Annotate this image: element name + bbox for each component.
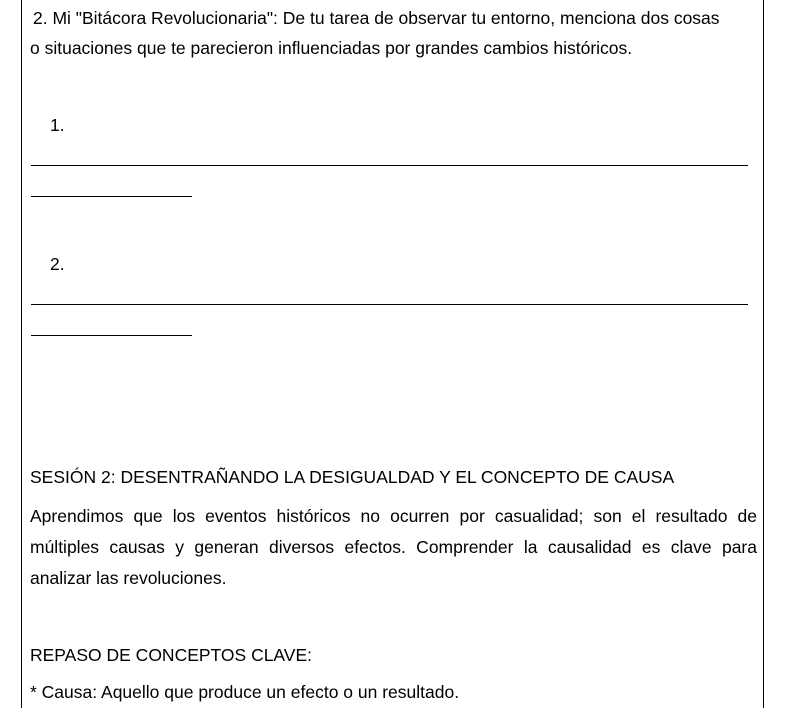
review-heading: REPASO DE CONCEPTOS CLAVE: [30, 645, 313, 665]
answer-item-1-number: 1. [50, 115, 65, 135]
page-frame [21, 0, 764, 708]
question-line-2: o situaciones que te parecieron influenciadas por grandes cambios históricos. [30, 38, 633, 58]
question-line-1: 2. Mi "Bitácora Revolucionaria": De tu tarea de observar tu entorno, menciona dos cosas [33, 8, 720, 28]
answer-2-line-long[interactable] [31, 304, 748, 305]
answer-item-2-number: 2. [50, 254, 65, 274]
answer-2-line-short[interactable] [31, 335, 192, 336]
session-paragraph: Aprendimos que los eventos históricos no ocurren por casualidad; son el resultado de múltiples causas y generan diversos efectos. Comprender la causalidad es clave para analizar las revoluciones. [30, 506, 757, 588]
session-title: SESIÓN 2: DESENTRAÑANDO LA DESIGUALDAD Y EL CONCEPTO DE CAUSA [30, 467, 675, 487]
answer-1-line-long[interactable] [31, 165, 748, 166]
answer-1-line-short[interactable] [31, 196, 192, 197]
review-cause-item: * Causa: Aquello que produce un efecto o un resultado. [30, 682, 460, 702]
